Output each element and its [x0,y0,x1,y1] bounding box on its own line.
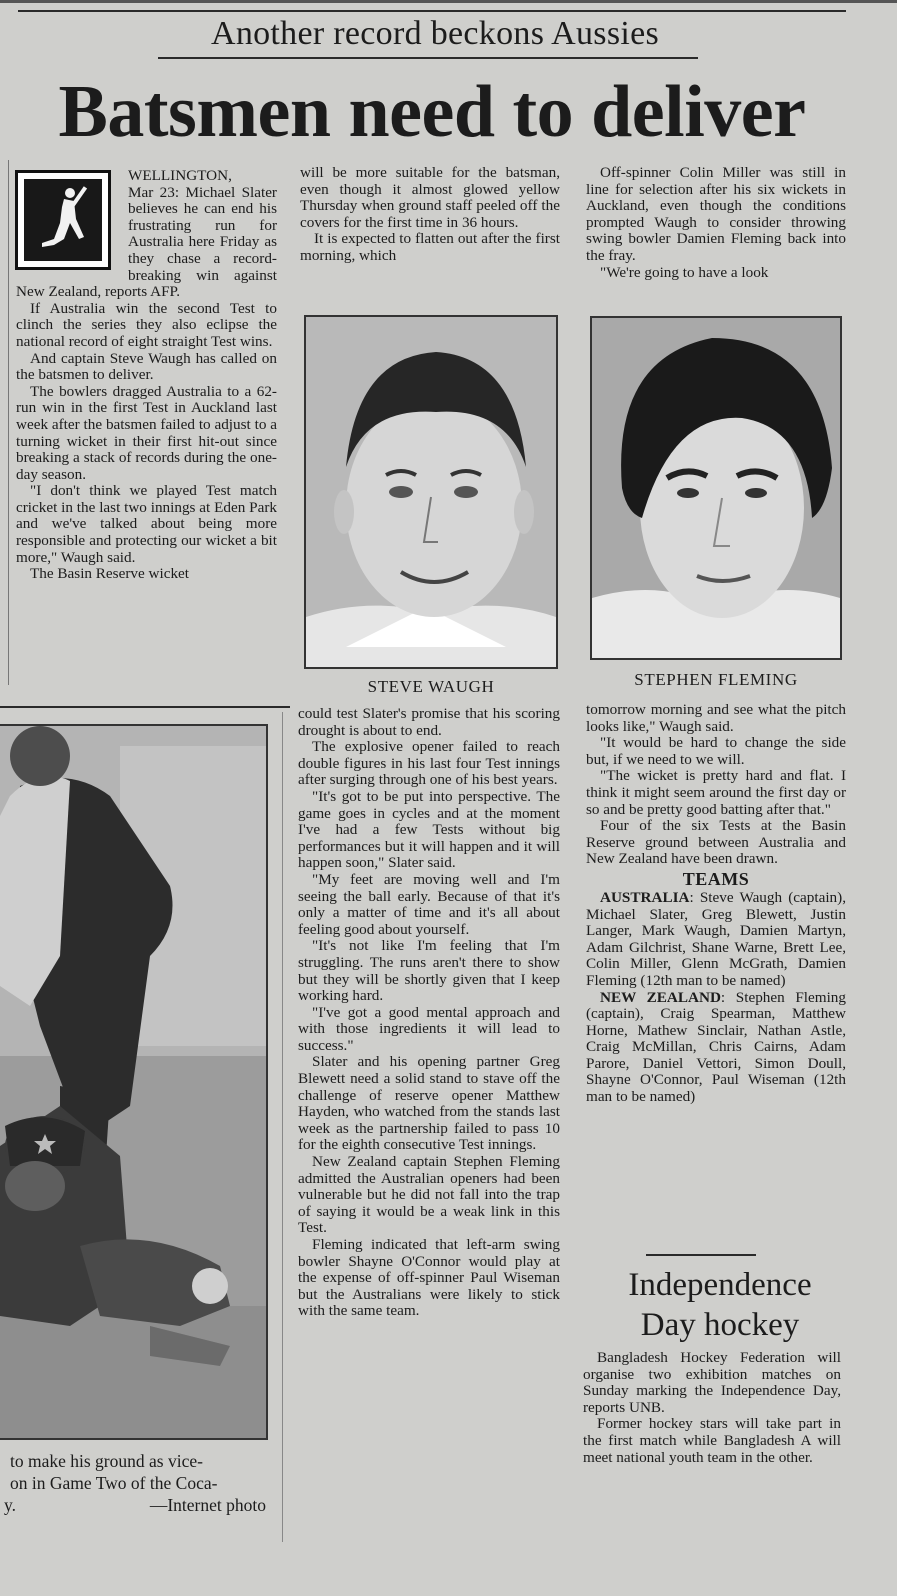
paragraph: "I've got a good mental approach and with those ingredients it will lead to success." [298,1003,560,1054]
new-zealand-list: : Stephen Fleming (captain), Craig Spearman, Matthew Horne, Mathew Sinclair, Nathan Astle, Craig McMillan, Chris Cairns, Adam Parore, Daniel Vettori, Simon Doull, Shayne O'Connor, Paul Wiseman (12th man to be named) [586,988,846,1106]
steve-waugh-caption: STEVE WAUGH [367,677,495,696]
paragraph: The explosive opener failed to reach double figures in his last four Test innings after surging through one of his best years. [298,738,560,789]
paragraph: New Zealand captain Stephen Fleming admitted the Australian openers had been vulnerable but he did not fall into the trap of saying it would be a weak link in this Test. [298,1153,560,1237]
paragraph: It is expected to flatten out after the first morning, which [300,230,560,264]
hockey-headline [590,1265,850,1345]
paragraph: And captain Steve Waugh has called on the batsmen to deliver. [16,349,277,384]
teams-heading: TEAMS [682,868,750,889]
hockey-headline-line: Independence [628,1267,812,1303]
cricket-action-photo [0,724,268,1440]
paragraph: Slater and his opening partner Greg Blewett need a solid stand to stave off the challenge of reserve opener Matthew Hayden, who watched from the stands last week as the partnership failed to pass 10 for the eighth consecutive Test innings. [298,1053,560,1154]
stephen-fleming-caption: STEPHEN FLEMING [634,670,798,689]
article-column-3-top [586,165,846,303]
paragraph: "The wicket is pretty hard and flat. I think it might seem around the first day or so and be pretty good batting after that." [586,767,846,818]
paragraph: will be more suitable for the batsman, even though it almost glowed yellow Thursday when ground staff peeled off the covers for the first time in 36 hours. [300,165,560,231]
kicker-headline: Another record beckons Aussies [210,15,660,52]
paragraph: "It would be hard to change the side but, if we need to we will. [586,734,846,768]
logo-spacer [16,168,128,276]
top-rule [0,0,897,3]
paragraph: Four of the six Tests at the Basin Reserve ground between Australia and New Zealand have been drawn. [586,817,846,868]
masthead-rule [18,10,846,12]
australia-label: AUSTRALIA [600,888,690,906]
paragraph: Mar 23: Michael Slater believes he can end his frustrating run for Australia here Friday as they chase a record-breaking win against New Zealand, reports AFP. [16,183,277,301]
paragraph: The Basin Reserve wicket [30,565,189,583]
paragraph: Fleming indicated that left-arm swing bowler Shayne O'Connor would play at the expense of off-spinner Paul Wiseman but the Australians were likely to stick with the same team. [298,1236,560,1320]
photo-right-rule [282,712,283,1542]
article-column-3-bottom [586,702,846,1252]
hockey-divider [646,1254,756,1256]
article-column-1 [16,168,277,688]
australia-team [586,890,846,990]
kicker-underline [158,57,698,59]
paragraph: "It's not like I'm feeling that I'm struggling. The runs aren't there to show but they will be shortly given that I keep working hard. [298,937,560,1005]
caption-line: on in Game Two of the Coca- [10,1473,218,1493]
stephen-fleming-photo [590,316,842,660]
paragraph: "It's got to be put into perspective. The game goes in cycles and at the moment I've had a few Tests without big performances but it will happen and it will happen soon," Slater said. [298,787,560,872]
section-rule [0,706,290,708]
left-column-rule [8,160,9,685]
paragraph: Bangladesh Hockey Federation will organise two exhibition matches on Sunday marking the Independence Day, reports UNB. [583,1350,841,1416]
article-column-2-bottom [298,706,560,1546]
paragraph: Off-spinner Colin Miller was still in line for selection after his six wickets in Auckland, even though the conditions prompted Waugh to consider throwing swing bowler Damien Fleming back into the fray. [586,165,846,264]
paragraph: could test Slater's promise that his scoring drought is about to end. [298,706,560,739]
caption-fragment: y. [4,1495,16,1515]
article-column-2-top [300,165,560,303]
hockey-column [583,1350,841,1550]
caption-line [4,1494,266,1516]
steve-waugh-photo [304,315,558,669]
paragraph: "We're going to have a look [600,263,769,281]
new-zealand-team [586,990,846,1106]
australia-list: : Steve Waugh (captain), Michael Slater, Greg Blewett, Justin Langer, Mark Waugh, Damien Martyn, Adam Gilchrist, Shane Warne, Brett Lee, Colin Miller, Glenn McGrath, Damien Fleming (12th man to be named) [586,888,846,989]
paragraph: tomorrow morning and see what the pitch looks like," Waugh said. [586,702,846,735]
paragraph: If Australia win the second Test to clinch the series they also eclipse the national record of eight straight Test wins. [16,299,277,350]
photo-credit: —Internet photo [149,1495,266,1515]
paragraph: "I don't think we played Test match cricket in the last two innings at Eden Park and we've talked about being more responsible and protecting our wicket a bit more," Waugh said. [16,482,277,566]
dateline: WELLINGTON, [128,168,232,184]
hockey-headline-line: Day hockey [640,1307,800,1343]
paragraph: "My feet are moving well and I'm seeing the ball early. Because of that it's only a matter of time and it's all about feeling good about yourself. [298,870,560,938]
action-photo-caption [4,1450,274,1516]
new-zealand-label: NEW ZEALAND [600,988,721,1006]
paragraph: Former hockey stars will take part in the first match while Bangladesh A will meet national youth team in the other. [583,1415,841,1466]
paragraph: The bowlers dragged Australia to a 62-run win in the first Test in Auckland last week after the batsmen failed to adjust to a turning wicket in their first hit-out since breaking a stack of records during the one-day season. [16,382,277,483]
caption-line: to make his ground as vice- [10,1451,203,1471]
main-headline: Batsmen need to deliver [58,71,806,153]
